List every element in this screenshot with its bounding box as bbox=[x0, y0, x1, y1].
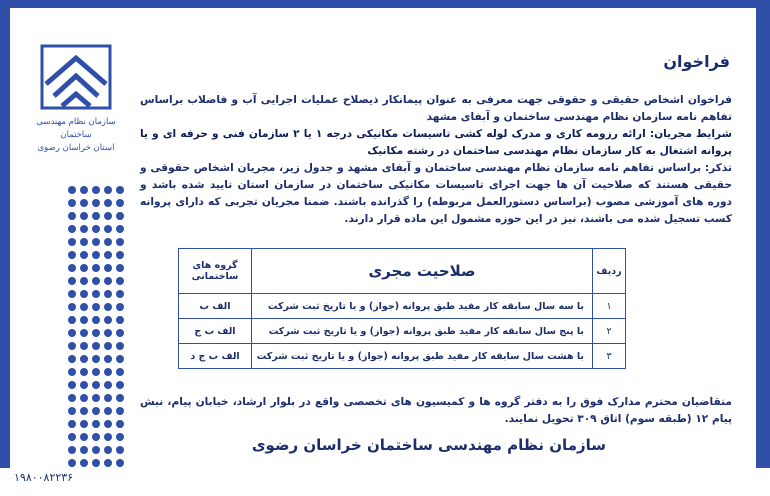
decoration-dot bbox=[116, 199, 124, 207]
decoration-dot bbox=[104, 186, 112, 194]
decoration-dot bbox=[80, 459, 88, 467]
side-org-line-2: استان خراسان رضوی bbox=[37, 143, 115, 153]
paragraph-conditions: شرایط مجریان: ارائه رزومه کاری و مدرک لوله کشی تاسیسات مکانیکی درجه ۱ یا ۲ سازمان فنی و حرفه ای و یا پروانه اشتغال به کار سازمان نظام مهندسی ساختمان در رشته مکانیک bbox=[140, 128, 732, 157]
decoration-dot bbox=[80, 277, 88, 285]
decoration-dot bbox=[68, 277, 76, 285]
decoration-dot bbox=[80, 368, 88, 376]
decoration-dot bbox=[104, 316, 112, 324]
cell-row-number: ۳ bbox=[593, 344, 626, 369]
footer-strip bbox=[0, 468, 770, 496]
header-qualification: صلاحیت مجری bbox=[252, 249, 593, 294]
decoration-dot bbox=[92, 290, 100, 298]
decoration-dot bbox=[80, 290, 88, 298]
decoration-dot bbox=[92, 368, 100, 376]
decoration-dot bbox=[116, 459, 124, 467]
decoration-dot bbox=[116, 303, 124, 311]
decoration-dot bbox=[116, 368, 124, 376]
decoration-dot bbox=[68, 459, 76, 467]
decoration-dot bbox=[116, 316, 124, 324]
decoration-dot bbox=[104, 199, 112, 207]
decoration-dot bbox=[104, 212, 112, 220]
decoration-dot bbox=[92, 459, 100, 467]
decoration-dot bbox=[92, 186, 100, 194]
decoration-dot bbox=[104, 446, 112, 454]
decoration-dot bbox=[80, 420, 88, 428]
decoration-dot bbox=[116, 420, 124, 428]
decoration-dot bbox=[116, 212, 124, 220]
table-header-row bbox=[179, 249, 626, 294]
footer-organization-name: سازمان نظام مهندسی ساختمان خراسان رضوی bbox=[251, 436, 606, 454]
decoration-dot bbox=[104, 264, 112, 272]
cell-row-number: ۱ bbox=[593, 294, 626, 319]
decoration-dot bbox=[92, 446, 100, 454]
decoration-dot bbox=[80, 251, 88, 259]
decoration-dot bbox=[116, 446, 124, 454]
organization-logo-icon bbox=[40, 44, 112, 110]
decoration-dot bbox=[104, 394, 112, 402]
decoration-dot bbox=[116, 394, 124, 402]
decoration-dot bbox=[116, 355, 124, 363]
decoration-dot bbox=[68, 368, 76, 376]
decoration-dot bbox=[68, 199, 76, 207]
decoration-dot bbox=[116, 251, 124, 259]
decoration-dot bbox=[80, 355, 88, 363]
decoration-dot bbox=[104, 225, 112, 233]
ad-code: ۱۹۸۰۰۸۲۲۳۶ bbox=[14, 471, 74, 484]
cell-groups: الف ب ج د bbox=[179, 344, 252, 369]
header-row-number: ردیف bbox=[593, 249, 626, 294]
paragraph-note: تذکر: براساس تفاهم نامه سازمان نظام مهندسی ساختمان و آبفای مشهد و جدول زیر، مجریان اشخاص حقوقی و حقیقی هستند که صلاحیت آن ها جهت اجرای تاسیسات مکانیکی ساختمان در سازمان استان تایید شده باشد و دوره های آموزشی مصوب (براساس دستورالعمل مربوطه) را گذرانده باشند. ضمنا مجریان تجربی که دارای پروانه کسب تسجیل شده می باشند، نیز در این حوزه مشمول این ماده قرار دارند. bbox=[140, 162, 732, 225]
decoration-dot bbox=[68, 186, 76, 194]
cell-row-number: ۲ bbox=[593, 319, 626, 344]
decoration-dot bbox=[104, 290, 112, 298]
decoration-dot bbox=[92, 342, 100, 350]
dot-pattern-decoration bbox=[66, 184, 128, 474]
submission-note: متقاضیان محترم مدارک فوق را به دفتر گروه ها و کمیسیون های تخصصی واقع در بلوار ارشاد، خیابان پیام، نبش پیام ۱۲ (طبقه سوم) اتاق ۳۰۹ تحویل نمایند. bbox=[140, 396, 732, 425]
decoration-dot bbox=[68, 316, 76, 324]
decoration-dot bbox=[92, 264, 100, 272]
decoration-dot bbox=[104, 251, 112, 259]
decoration-dot bbox=[80, 264, 88, 272]
decoration-dot bbox=[104, 368, 112, 376]
decoration-dot bbox=[104, 238, 112, 246]
decoration-dot bbox=[116, 329, 124, 337]
decoration-dot bbox=[104, 459, 112, 467]
decoration-dot bbox=[68, 342, 76, 350]
decoration-dot bbox=[92, 303, 100, 311]
decoration-dot bbox=[104, 329, 112, 337]
decoration-dot bbox=[80, 199, 88, 207]
decoration-dot bbox=[116, 433, 124, 441]
decoration-dot bbox=[80, 238, 88, 246]
decoration-dot bbox=[80, 212, 88, 220]
decoration-dot bbox=[116, 277, 124, 285]
decoration-dot bbox=[92, 199, 100, 207]
cell-qualification: با سه سال سابقه کار مفید طبق پروانه (جواز) و یا تاریخ ثبت شرکت bbox=[252, 294, 593, 319]
decoration-dot bbox=[104, 407, 112, 415]
paragraph-intro: فراخوان اشخاص حقیقی و حقوقی جهت معرفی به عنوان پیمانکار ذیصلاح عملیات اجرایی آب و فاضلاب براساس تفاهم نامه سازمان نظام مهندسی ساختمان و آبفای مشهد bbox=[140, 94, 732, 123]
table-row bbox=[179, 344, 626, 369]
decoration-dot bbox=[68, 355, 76, 363]
qualification-table bbox=[178, 248, 626, 369]
decoration-dot bbox=[68, 290, 76, 298]
decoration-dot bbox=[92, 277, 100, 285]
side-column bbox=[28, 34, 124, 468]
decoration-dot bbox=[68, 407, 76, 415]
decoration-dot bbox=[116, 225, 124, 233]
decoration-dot bbox=[68, 225, 76, 233]
decoration-dot bbox=[92, 225, 100, 233]
decoration-dot bbox=[68, 303, 76, 311]
decoration-dot bbox=[80, 186, 88, 194]
decoration-dot bbox=[92, 238, 100, 246]
decoration-dot bbox=[92, 355, 100, 363]
cell-qualification: با هشت سال سابقه کار مفید طبق پروانه (جواز) و یا تاریخ ثبت شرکت bbox=[252, 344, 593, 369]
decoration-dot bbox=[68, 329, 76, 337]
cell-groups: الف ب bbox=[179, 294, 252, 319]
decoration-dot bbox=[92, 329, 100, 337]
decoration-dot bbox=[92, 251, 100, 259]
decoration-dot bbox=[104, 303, 112, 311]
decoration-dot bbox=[80, 329, 88, 337]
decoration-dot bbox=[80, 303, 88, 311]
decoration-dot bbox=[92, 316, 100, 324]
decoration-dot bbox=[80, 316, 88, 324]
decoration-dot bbox=[68, 212, 76, 220]
decoration-dot bbox=[92, 407, 100, 415]
decoration-dot bbox=[68, 264, 76, 272]
decoration-dot bbox=[68, 238, 76, 246]
decoration-dot bbox=[104, 420, 112, 428]
decoration-dot bbox=[80, 446, 88, 454]
ad-body bbox=[10, 8, 756, 468]
decoration-dot bbox=[104, 381, 112, 389]
decoration-dot bbox=[68, 446, 76, 454]
decoration-dot bbox=[116, 186, 124, 194]
decoration-dot bbox=[80, 342, 88, 350]
side-organization-name bbox=[30, 116, 122, 155]
decoration-dot bbox=[80, 381, 88, 389]
decoration-dot bbox=[116, 264, 124, 272]
decoration-dot bbox=[104, 355, 112, 363]
decoration-dot bbox=[92, 394, 100, 402]
decoration-dot bbox=[68, 433, 76, 441]
decoration-dot bbox=[92, 212, 100, 220]
cell-qualification: با پنج سال سابقه کار مفید طبق پروانه (جواز) و یا تاریخ ثبت شرکت bbox=[252, 319, 593, 344]
side-org-line-1: سازمان نظام مهندسی ساختمان bbox=[36, 117, 116, 140]
decoration-dot bbox=[92, 433, 100, 441]
decoration-dot bbox=[104, 342, 112, 350]
decoration-dot bbox=[92, 420, 100, 428]
decoration-dot bbox=[104, 433, 112, 441]
table-row bbox=[179, 294, 626, 319]
cell-groups: الف ب ج bbox=[179, 319, 252, 344]
decoration-dot bbox=[80, 433, 88, 441]
decoration-dot bbox=[116, 290, 124, 298]
decoration-dot bbox=[68, 394, 76, 402]
decoration-dot bbox=[92, 381, 100, 389]
decoration-dot bbox=[80, 225, 88, 233]
decoration-dot bbox=[80, 394, 88, 402]
decoration-dot bbox=[116, 381, 124, 389]
decoration-dot bbox=[104, 277, 112, 285]
decoration-dot bbox=[80, 407, 88, 415]
page-title: فراخوان bbox=[663, 52, 730, 71]
decoration-dot bbox=[68, 251, 76, 259]
header-building-groups: گروه های ساختمانی bbox=[179, 249, 252, 294]
announcement-text bbox=[140, 92, 732, 228]
decoration-dot bbox=[68, 381, 76, 389]
decoration-dot bbox=[116, 342, 124, 350]
decoration-dot bbox=[116, 407, 124, 415]
decoration-dot bbox=[116, 238, 124, 246]
decoration-dot bbox=[68, 420, 76, 428]
table-row bbox=[179, 319, 626, 344]
